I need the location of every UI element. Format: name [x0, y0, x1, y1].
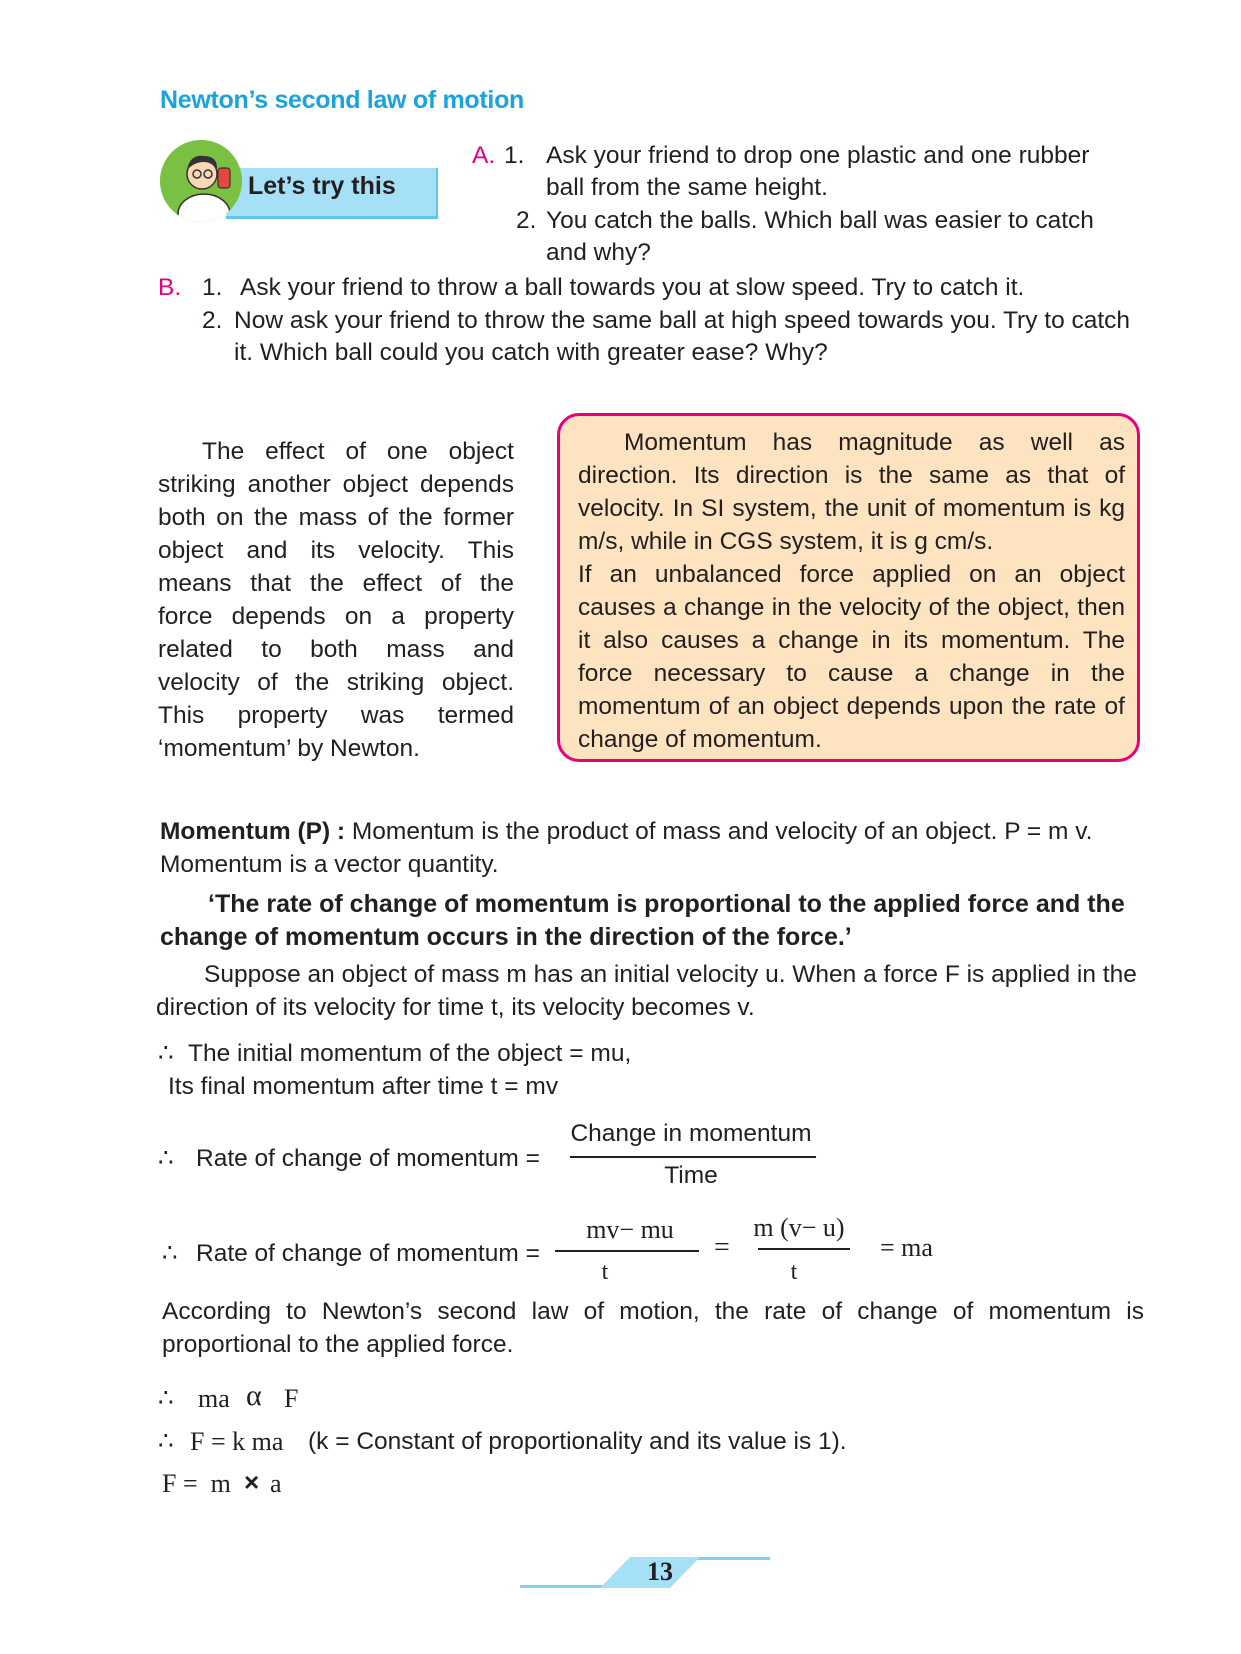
according-paragraph: According to Newton’s second law of motion, the rate of change of momentum is proportional to the applied force. [162, 1298, 1144, 1358]
eq1-denominator: Time [664, 1162, 718, 1189]
part-a-item1-line2: ball from the same height. [546, 174, 828, 201]
therefore-symbol-1: ∴ [158, 1040, 174, 1067]
f-final-lhs: F = m [162, 1469, 231, 1498]
info-box-para1: Momentum has magnitude as well as direction. Its direction is the same as that of velocity. In SI system, the unit of momentum is kg m/s, while in CGS system, it is g cm/s. [578, 429, 1125, 555]
eq2-fraction-bar-2 [758, 1248, 850, 1250]
page-number-bar [520, 1555, 770, 1591]
momentum-term: Momentum (P) : [160, 818, 346, 845]
derivation-setup: Suppose an object of mass m has an initial velocity u. When a force F is applied in the direction of its velocity for time t, its velocity becomes v. [156, 961, 1137, 1021]
eq2-fraction-bar-1 [555, 1250, 699, 1252]
part-a-item1-num: 1. [504, 142, 525, 169]
part-b-label: B. [158, 274, 182, 301]
part-b-item2-line1: Now ask your friend to throw the same ball at high speed towards you. Try to catch [234, 307, 1131, 334]
eq2-numerator-1: mv− mu [586, 1215, 674, 1244]
eq2-equals: = [714, 1232, 730, 1263]
eq1-numerator: Change in momentum [570, 1120, 812, 1147]
eq1-fraction-bar [570, 1156, 816, 1158]
therefore-symbol-3: ∴ [162, 1240, 178, 1267]
eq2-denominator-2: t [790, 1259, 798, 1285]
momentum-definition [160, 815, 1148, 881]
info-box-para2: If an unbalanced force applied on an object causes a change in the velocity of the object, then it also causes a change in its momentum. The force necessary to cause a change in the momentum of an object depends upon the rate of change of momentum. [578, 561, 1125, 753]
momentum-intro-paragraph [158, 435, 514, 765]
momentum-info-box [557, 413, 1140, 762]
eq1-lhs: Rate of change of momentum = [196, 1145, 540, 1172]
info-box-text [578, 426, 1125, 756]
prop-rhs: F [284, 1384, 299, 1413]
section-heading: Newton’s second law of motion [160, 86, 525, 114]
eq2-denominator-1: t [601, 1259, 609, 1285]
f-final-rhs: a [270, 1469, 282, 1498]
part-b-item1-num: 1. [202, 274, 223, 301]
part-a-item2-line2: and why? [546, 239, 651, 266]
badge-label: Let’s try this [248, 172, 396, 200]
second-law-statement: ‘The rate of change of momentum is proportional to the applied force and the change of momentum occurs in the direction of the force.’ [160, 890, 1125, 951]
scientist-icon [160, 140, 242, 222]
eq2-lhs: Rate of change of momentum = [196, 1240, 540, 1267]
therefore-symbol-5: ∴ [158, 1428, 174, 1455]
initial-momentum: The initial momentum of the object = mu, [188, 1040, 632, 1067]
page-number: 13 [647, 1557, 673, 1586]
times-symbol: × [244, 1467, 260, 1497]
eq2-result: = ma [880, 1233, 933, 1262]
constant-note: (k = Constant of proportionality and its value is 1). [308, 1428, 847, 1455]
part-a-item2-num: 2. [516, 207, 537, 234]
final-momentum: Its final momentum after time t = mv [168, 1073, 559, 1100]
momentum-def-text: Momentum is the product of mass and velocity of an object. P = m v. Momentum is a vector quantity. [160, 818, 1093, 878]
part-b-item2-num: 2. [202, 307, 223, 334]
momentum-intro-text: The effect of one object striking another object depends both on the mass of the former object and its velocity. This means that the effect of the force depends on a property related to both mass and velocity of the striking object. This property was termed ‘momentum’ by Newton. [158, 438, 514, 762]
part-b-item2-line2: it. Which ball could you catch with greater ease? Why? [234, 339, 828, 366]
part-a-label: A. [472, 142, 496, 169]
therefore-symbol-2: ∴ [158, 1145, 174, 1172]
proportional-symbol: α [246, 1379, 262, 1412]
part-a-item1-line1: Ask your friend to drop one plastic and one rubber [546, 142, 1090, 169]
therefore-symbol-4: ∴ [158, 1385, 174, 1412]
prop-lhs: ma [198, 1384, 230, 1413]
lets-try-badge [158, 136, 434, 224]
part-b-item1-line1: Ask your friend to throw a ball towards you at slow speed. Try to catch it. [240, 274, 1025, 301]
part-a-item2-line1: You catch the balls. Which ball was easier to catch [546, 207, 1094, 234]
eq2-numerator-2: m (v− u) [753, 1213, 845, 1242]
f-equals-kma: F = k ma [190, 1427, 284, 1456]
